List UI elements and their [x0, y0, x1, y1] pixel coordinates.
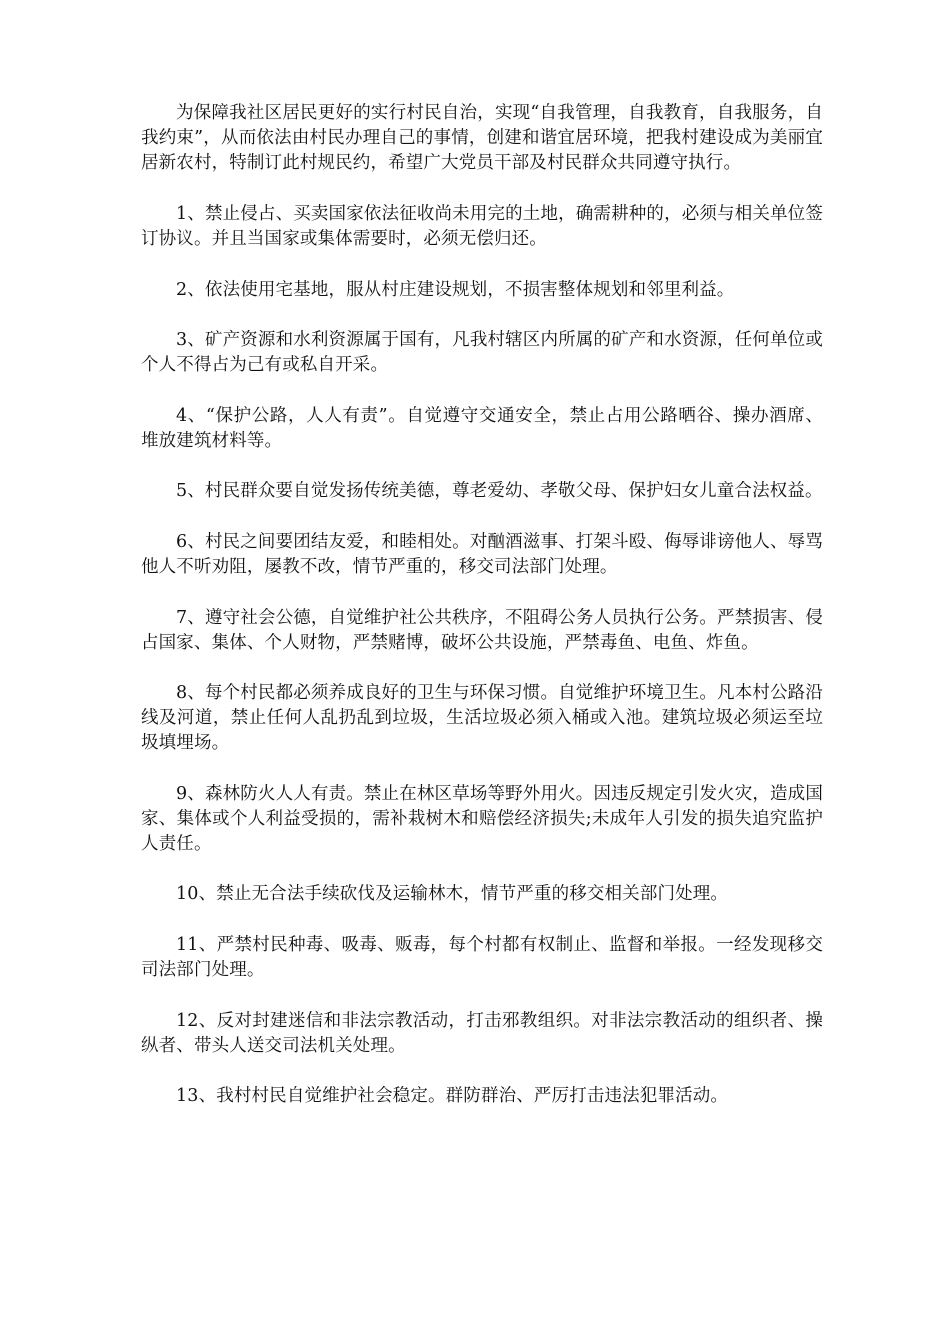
article-2: 2、依法使用宅基地，服从村庄建设规划，不损害整体规划和邻里利益。	[176, 279, 735, 300]
article-1: 1、禁止侵占、买卖国家依法征收尚未用完的土地，确需耕种的，必须与相关单位签订协议。并且当国家或集体需要时，必须无偿归还。	[141, 204, 823, 249]
article-10: 10、禁止无合法手续砍伐及运输林木，情节严重的移交相关部门处理。	[176, 884, 729, 905]
article-9: 9、森林防火人人有责。禁止在林区草场等野外用火。因违反规定引发火灾，造成国家、集体或个人利益受损的，需补栽树木和赔偿经济损失;未成年人引发的损失追究监护人责任。	[141, 783, 823, 854]
intro-paragraph: 为保障我社区居民更好的实行村民自治，实现“自我管理，自我教育，自我服务，自我约束”，从而依法由村民办理自己的事情，创建和谐宜居环境，把我村建设成为美丽宜居新农村，特制订此村规民约，希望广大党员干部及村民群众共同遵守执行。	[141, 103, 823, 173]
article-7: 7、遵守社会公德，自觉维护社公共秩序，不阻碍公务人员执行公务。严禁损害、侵占国家、集体、个人财物，严禁赌博，破坏公共设施，严禁毒鱼、电鱼、炸鱼。	[141, 607, 823, 653]
article-3: 3、矿产资源和水利资源属于国有，凡我村辖区内所属的矿产和水资源，任何单位或个人不得占为己有或私自开采。	[141, 330, 823, 376]
document-body	[141, 101, 823, 1135]
article-5: 5、村民群众要自觉发扬传统美德，尊老爱幼、孝敬父母、保护妇女儿童合法权益。	[176, 481, 823, 502]
article-8: 8、每个村民都必须养成良好的卫生与环保习惯。自觉维护环境卫生。凡本村公路沿线及河道，禁止任何人乱扔乱到垃圾，生活垃圾必须入桶或入池。建筑垃圾必须运至垃圾填埋场。	[141, 683, 823, 754]
article-4: 4、“保护公路，人人有责”。自觉遵守交通安全，禁止占用公路晒谷、操办酒席、堆放建筑材料等。	[141, 405, 823, 451]
article-12: 12、反对封建迷信和非法宗教活动，打击邪教组织。对非法宗教活动的组织者、操纵者、带头人送交司法机关处理。	[141, 1010, 823, 1056]
article-11: 11、严禁村民种毒、吸毒、贩毒，每个村都有权制止、监督和举报。一经发现移交司法部门处理。	[141, 934, 823, 980]
article-13: 13、我村村民自觉维护社会稳定。群防群治、严厉打击违法犯罪活动。	[176, 1086, 729, 1107]
article-6: 6、村民之间要团结友爱，和睦相处。对酗酒滋事、打架斗殴、侮辱诽谤他人、辱骂他人不听劝阻，屡教不改，情节严重的，移交司法部门处理。	[141, 531, 823, 577]
